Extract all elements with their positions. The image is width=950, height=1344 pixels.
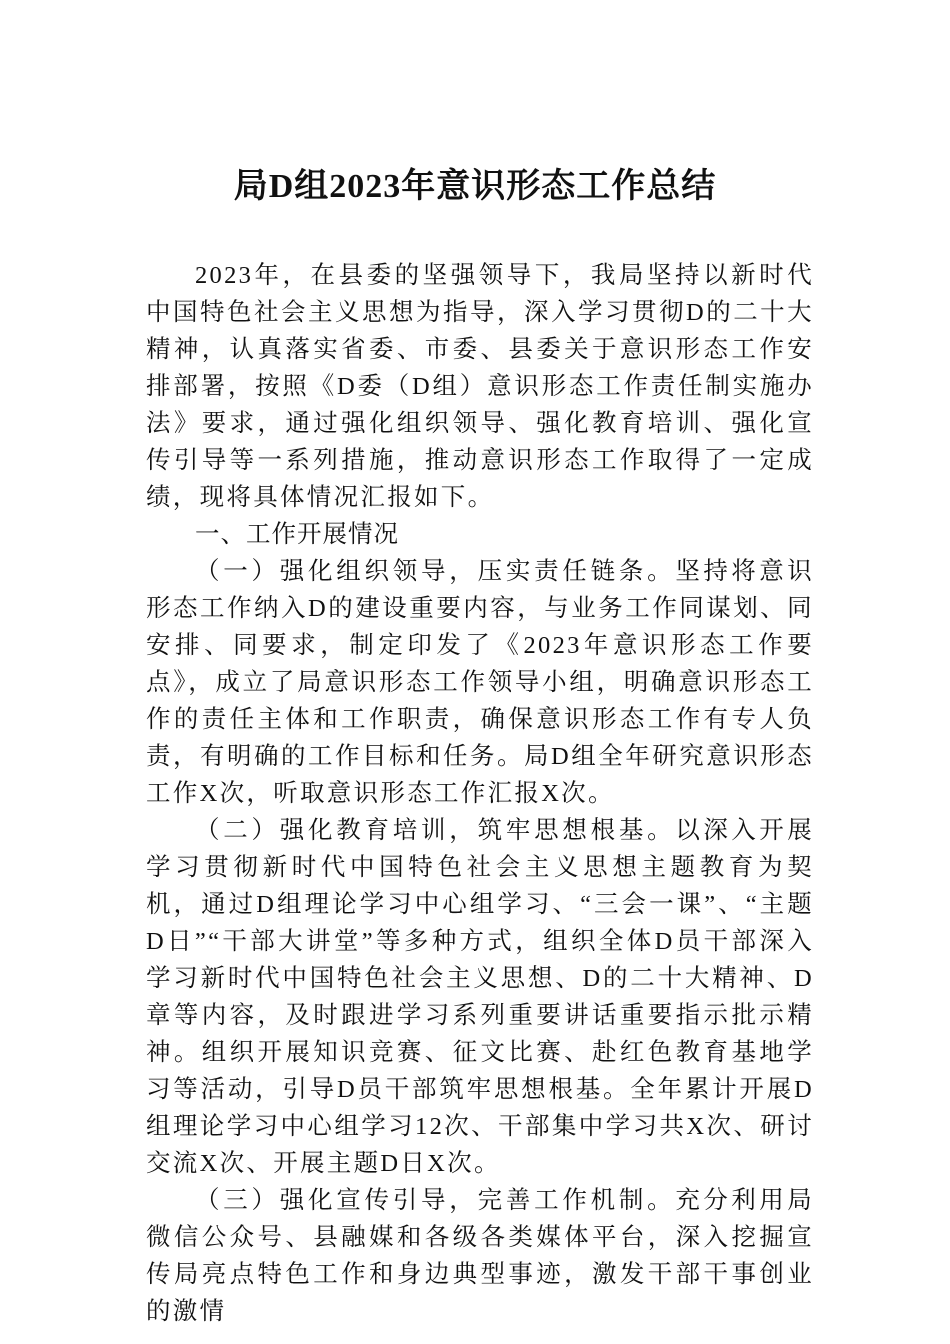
item-paragraph-1 [146,553,814,812]
item-lead-2: （二）强化教育培训，筑牢思想根基。 [195,817,676,844]
intro-paragraph: 2023年，在县委的坚强领导下，我局坚持以新时代中国特色社会主义思想为指导，深入学习贯彻D的二十大精神，认真落实省委、市委、县委关于意识形态工作安排部署，按照《D委（D组）意识形态工作责任制实施办法》要求，通过强化组织领导、强化教育培训、强化宣传引导等一系列措施，推动意识形态工作取得了一定成绩，现将具体情况汇报如下。 [146,262,814,511]
document-title: 局D组2023年意识形态工作总结 [233,168,717,205]
item-lead-3: （三）强化宣传引导，完善工作机制。 [195,1187,676,1214]
item-paragraph-2 [146,812,814,1182]
document-body [146,257,814,1330]
section-heading: 一、工作开展情况 [195,521,399,548]
item-text-3: 充分利用局微信公众号、县融媒和各级各类媒体平台，深入挖掘宣传局亮点特色工作和身边典型事迹，激发干部干事创业的激情 [146,1187,815,1325]
item-paragraph-3 [146,1182,814,1330]
item-text-2: 以深入开展学习贯彻新时代中国特色社会主义思想主题教育为契机，通过D组理论学习中心组学习、“三会一课”、“主题D日”“干部大讲堂”等多种方式，组织全体D员干部深入学习新时代中国特色社会主义思想、D的二十大精神、D章等内容，及时跟进学习系列重要讲话重要指示批示精神。组织开展知识竞赛、征文比赛、赴红色教育基地学习等活动，引导D员干部筑牢思想根基。全年累计开展D组理论学习中心组学习12次、干部集中学习共X次、研讨交流X次、开展主题D日X次。 [146,817,815,1177]
item-lead-1: （一）强化组织领导，压实责任链条。 [195,558,676,585]
item-text-1: 坚持将意识形态工作纳入D的建设重要内容，与业务工作同谋划、同安排、同要求，制定印发了《2023年意识形态工作要点》，成立了局意识形态工作领导小组，明确意识形态工作的责任主体和工作职责，确保意识形态工作有专人负责，有明确的工作目标和任务。局D组全年研究意识形态工作X次，听取意识形态工作汇报X次。 [146,558,815,807]
